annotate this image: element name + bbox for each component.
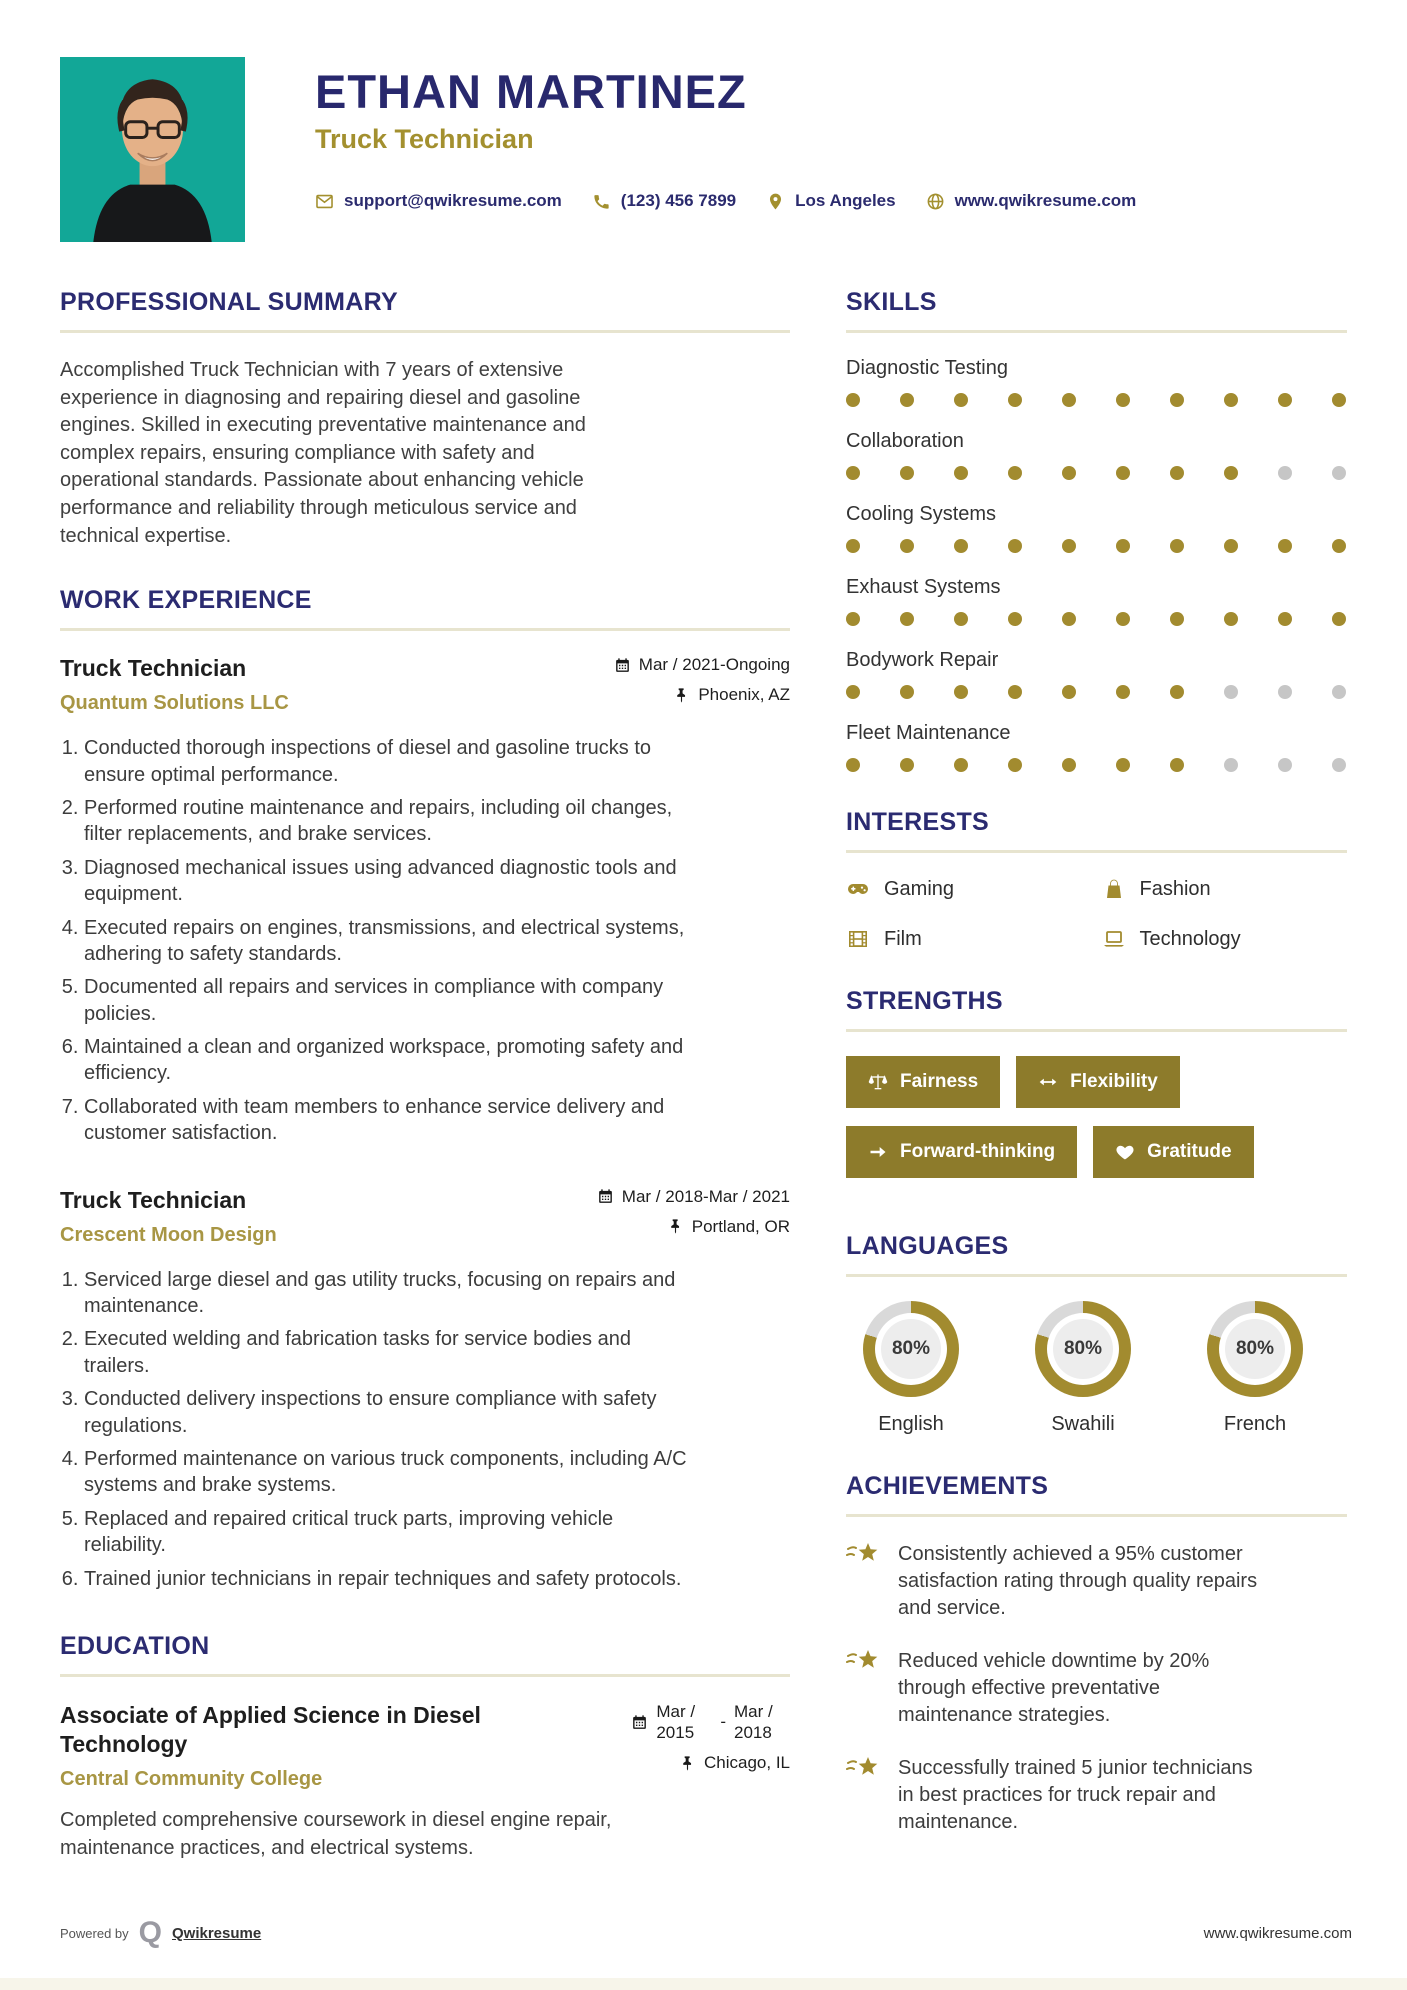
portrait-illustration bbox=[60, 57, 245, 242]
achievement-item bbox=[846, 1755, 1347, 1836]
calendar-icon bbox=[597, 1188, 614, 1205]
footer bbox=[60, 1918, 1352, 1948]
languages-row bbox=[846, 1301, 1347, 1436]
skill-dot bbox=[1278, 758, 1292, 772]
section-heading: STRENGTHS bbox=[846, 987, 1003, 1015]
language-percent: 80% bbox=[881, 1319, 941, 1379]
section-rule bbox=[60, 1674, 790, 1677]
skill-dot bbox=[1278, 685, 1292, 699]
section-heading: INTERESTS bbox=[846, 808, 989, 836]
skill-rating bbox=[846, 539, 1346, 553]
language-name: French bbox=[1223, 1413, 1287, 1435]
skill-dot bbox=[1170, 393, 1184, 407]
strength-label: Fairness bbox=[900, 1071, 979, 1092]
education-school: Central Community College bbox=[60, 1768, 323, 1791]
pushpin-icon bbox=[673, 687, 690, 704]
job-title: Truck Technician bbox=[60, 655, 247, 682]
education-meta bbox=[631, 1701, 790, 1784]
arrows-icon bbox=[1038, 1072, 1058, 1092]
interest-item bbox=[1102, 927, 1348, 951]
skill-dot bbox=[900, 612, 914, 626]
skill-name: Fleet Maintenance bbox=[846, 722, 1011, 744]
section-heading: WORK EXPERIENCE bbox=[60, 586, 312, 615]
contact-row bbox=[315, 191, 1136, 211]
person-title: Truck Technician bbox=[315, 124, 534, 155]
section-languages bbox=[846, 1232, 1347, 1436]
skill-dot bbox=[1062, 466, 1076, 480]
job-bullet: 3. Diagnosed mechanical issues using advanced diagnostic tools and equipment. bbox=[84, 855, 699, 908]
laptop-icon bbox=[1102, 927, 1126, 951]
arrow-right-icon bbox=[868, 1142, 888, 1162]
skill-dot bbox=[1008, 393, 1022, 407]
section-rule bbox=[846, 850, 1347, 853]
skill-dot bbox=[1278, 539, 1292, 553]
job-bullet: 2. Executed welding and fabrication tasks for service bodies and trailers. bbox=[84, 1326, 699, 1379]
skill-dot bbox=[1170, 612, 1184, 626]
interests-grid bbox=[846, 877, 1347, 951]
interest-item bbox=[1102, 877, 1348, 901]
section-heading: ACHIEVEMENTS bbox=[846, 1472, 1049, 1500]
skill-dot bbox=[1116, 393, 1130, 407]
skill-dot bbox=[1224, 685, 1238, 699]
skill-dot bbox=[846, 393, 860, 407]
language-name: Swahili bbox=[1051, 1413, 1115, 1435]
shooting-star-icon bbox=[846, 1541, 882, 1571]
education-date-end: Mar / 2018 bbox=[734, 1701, 773, 1743]
skill-dot bbox=[846, 466, 860, 480]
skill-dot bbox=[900, 758, 914, 772]
profile-photo bbox=[60, 57, 245, 242]
header-info bbox=[315, 57, 1136, 211]
section-education bbox=[60, 1632, 790, 1863]
skill-dot bbox=[1062, 758, 1076, 772]
donut-hole bbox=[1219, 1313, 1291, 1385]
job-bullet: 1. Serviced large diesel and gas utility trucks, focusing on repairs and maintenance. bbox=[84, 1267, 699, 1320]
education-date-separator: - bbox=[720, 1712, 726, 1732]
skill-dot bbox=[1332, 393, 1346, 407]
achievement-text: Reduced vehicle downtime by 20% through effective preventative maintenance strategies. bbox=[898, 1650, 1210, 1726]
skill-dot bbox=[1062, 612, 1076, 626]
degree-title: Associate of Applied Science in Diesel Technology bbox=[60, 1701, 481, 1757]
qwikresume-link[interactable]: Qwikresume bbox=[172, 1924, 262, 1942]
skill-dot bbox=[1332, 612, 1346, 626]
strength-badge bbox=[846, 1056, 1000, 1108]
skill-dot bbox=[1008, 612, 1022, 626]
language-donut bbox=[1207, 1301, 1303, 1397]
section-rule bbox=[846, 1274, 1347, 1277]
section-professional-summary bbox=[60, 288, 790, 550]
section-rule bbox=[60, 628, 790, 631]
skill-name: Bodywork Repair bbox=[846, 649, 999, 671]
skill-rating bbox=[846, 612, 1346, 626]
strength-badge bbox=[1093, 1126, 1253, 1178]
language-item bbox=[846, 1301, 976, 1436]
footer-branding bbox=[60, 1918, 261, 1948]
language-name: English bbox=[878, 1413, 944, 1435]
skill-name: Cooling Systems bbox=[846, 503, 997, 525]
skill-dot bbox=[1224, 539, 1238, 553]
skill-dot bbox=[1332, 539, 1346, 553]
job-company: Crescent Moon Design bbox=[60, 1223, 277, 1246]
skill-dot bbox=[1332, 685, 1346, 699]
mail-icon bbox=[315, 192, 334, 211]
skill-dot bbox=[846, 539, 860, 553]
job-bullet: 4. Executed repairs on engines, transmissions, and electrical systems, adhering to safety standards. bbox=[84, 915, 699, 968]
section-interests bbox=[846, 808, 1347, 951]
job-location: Portland, OR bbox=[597, 1217, 790, 1237]
skill-row bbox=[846, 649, 1347, 699]
skill-dot bbox=[846, 685, 860, 699]
section-heading: SKILLS bbox=[846, 288, 937, 316]
skill-dot bbox=[1062, 393, 1076, 407]
job-bullets bbox=[60, 1267, 699, 1592]
powered-by-label: Powered by bbox=[60, 1925, 129, 1941]
section-rule bbox=[846, 1029, 1347, 1032]
skill-rating bbox=[846, 466, 1346, 480]
skill-dot bbox=[954, 612, 968, 626]
section-heading: PROFESSIONAL SUMMARY bbox=[60, 288, 398, 316]
main-columns bbox=[0, 288, 1407, 1899]
skill-dot bbox=[1332, 466, 1346, 480]
job-title-block bbox=[60, 1187, 277, 1247]
job-bullet: 2. Performed routine maintenance and repairs, including oil changes, filter replacements, and brake services. bbox=[84, 795, 699, 848]
contact-phone: (123) 456 7899 bbox=[592, 191, 736, 211]
location-pin-icon bbox=[766, 192, 785, 211]
education-description: Completed comprehensive coursework in diesel engine repair, maintenance practices, and electrical systems. bbox=[60, 1809, 612, 1860]
skill-dot bbox=[1008, 685, 1022, 699]
section-skills bbox=[846, 288, 1347, 772]
skill-dot bbox=[1116, 612, 1130, 626]
skill-row bbox=[846, 357, 1347, 407]
job-entry bbox=[60, 655, 790, 1146]
skill-dot bbox=[1116, 466, 1130, 480]
globe-icon bbox=[926, 192, 945, 211]
interest-label: Gaming bbox=[884, 877, 955, 900]
achievement-text: Successfully trained 5 junior technicians in best practices for truck repair and maintenance. bbox=[898, 1757, 1253, 1833]
education-location: Chicago, IL bbox=[631, 1753, 790, 1773]
skill-dot bbox=[1008, 758, 1022, 772]
job-bullet: 4. Performed maintenance on various truck components, including A/C systems and brake systems. bbox=[84, 1446, 699, 1499]
job-location: Phoenix, AZ bbox=[614, 685, 790, 705]
bottom-accent-strip bbox=[0, 1978, 1407, 1990]
job-title: Truck Technician bbox=[60, 1186, 247, 1213]
skill-dot bbox=[846, 612, 860, 626]
job-bullet: 5. Documented all repairs and services in compliance with company policies. bbox=[84, 974, 699, 1027]
language-donut bbox=[863, 1301, 959, 1397]
section-rule bbox=[846, 330, 1347, 333]
skill-dot bbox=[1224, 466, 1238, 480]
skill-dot bbox=[954, 685, 968, 699]
skill-name: Collaboration bbox=[846, 430, 964, 452]
skill-dot bbox=[1008, 539, 1022, 553]
bag-icon bbox=[1102, 877, 1126, 901]
skill-row bbox=[846, 503, 1347, 553]
skill-row bbox=[846, 722, 1347, 772]
right-column bbox=[846, 288, 1347, 1899]
job-entry bbox=[60, 1187, 790, 1592]
strength-badges bbox=[846, 1056, 1347, 1196]
contact-location: Los Angeles bbox=[766, 191, 895, 211]
interest-item bbox=[846, 927, 1092, 951]
donut-hole bbox=[1047, 1313, 1119, 1385]
skill-name: Diagnostic Testing bbox=[846, 357, 1008, 379]
skill-dot bbox=[1116, 539, 1130, 553]
skill-dot bbox=[1062, 539, 1076, 553]
language-percent: 80% bbox=[1053, 1319, 1113, 1379]
job-bullet: 1. Conducted thorough inspections of diesel and gasoline trucks to ensure optimal performance. bbox=[84, 735, 699, 788]
heart-icon bbox=[1115, 1142, 1135, 1162]
skill-dot bbox=[1170, 539, 1184, 553]
education-date-start: Mar / 2015 bbox=[656, 1701, 696, 1743]
job-bullet: 6. Maintained a clean and organized workspace, promoting safety and efficiency. bbox=[84, 1034, 699, 1087]
skill-name: Exhaust Systems bbox=[846, 576, 1001, 598]
strength-label: Forward-thinking bbox=[900, 1141, 1056, 1162]
section-achievements bbox=[846, 1472, 1347, 1836]
achievement-item bbox=[846, 1541, 1347, 1622]
job-title-block bbox=[60, 655, 289, 715]
job-bullet: 6. Trained junior technicians in repair techniques and safety protocols. bbox=[84, 1566, 699, 1592]
education-date bbox=[631, 1701, 790, 1744]
skill-row bbox=[846, 430, 1347, 480]
skill-rating bbox=[846, 758, 1346, 772]
job-meta bbox=[597, 1187, 790, 1247]
section-work-experience bbox=[60, 586, 790, 1592]
shooting-star-icon bbox=[846, 1755, 882, 1785]
education-header bbox=[60, 1701, 790, 1792]
skill-rating bbox=[846, 393, 1346, 407]
donut-hole bbox=[875, 1313, 947, 1385]
calendar-icon bbox=[614, 657, 631, 674]
scale-icon bbox=[868, 1072, 888, 1092]
job-company: Quantum Solutions LLC bbox=[60, 692, 289, 715]
section-rule bbox=[846, 1514, 1347, 1517]
skill-dot bbox=[1062, 685, 1076, 699]
language-percent: 80% bbox=[1225, 1319, 1285, 1379]
shooting-star-icon bbox=[846, 1648, 882, 1678]
strength-badge bbox=[846, 1126, 1077, 1178]
contact-website[interactable]: www.qwikresume.com bbox=[926, 191, 1137, 211]
job-bullet: 5. Replaced and repaired critical truck parts, improving vehicle reliability. bbox=[84, 1506, 699, 1559]
skill-dot bbox=[846, 758, 860, 772]
pushpin-icon bbox=[679, 1755, 696, 1772]
skill-dot bbox=[900, 539, 914, 553]
section-heading: LANGUAGES bbox=[846, 1232, 1009, 1260]
interest-label: Film bbox=[884, 927, 922, 950]
calendar-icon bbox=[631, 1714, 648, 1731]
section-heading: EDUCATION bbox=[60, 1631, 210, 1660]
skill-dot bbox=[1170, 685, 1184, 699]
job-meta bbox=[614, 655, 790, 715]
skill-dot bbox=[954, 393, 968, 407]
strength-badge bbox=[1016, 1056, 1180, 1108]
job-bullet: 7. Collaborated with team members to enhance service delivery and customer satisfaction. bbox=[84, 1094, 699, 1147]
interest-item bbox=[846, 877, 1092, 901]
achievement-item bbox=[846, 1648, 1347, 1729]
summary-text: Accomplished Truck Technician with 7 years of extensive experience in diagnosing and repairing diesel and gasoline engines. Skilled in executing preventative maintenance and complex repairs, ensuring compliance with safety and operational standards. Passionate about enhancing vehicle performance and reliability through meticulous service and technical expertise. bbox=[60, 359, 586, 547]
language-item bbox=[1018, 1301, 1148, 1436]
skill-dot bbox=[1224, 393, 1238, 407]
achievement-text: Consistently achieved a 95% customer satisfaction rating through quality repairs and service. bbox=[898, 1543, 1258, 1619]
skill-dot bbox=[1008, 466, 1022, 480]
qwikresume-logo: Q bbox=[138, 1916, 162, 1949]
education-title-block bbox=[60, 1701, 520, 1792]
skill-dot bbox=[900, 393, 914, 407]
job-date: Mar / 2021-Ongoing bbox=[614, 655, 790, 675]
language-item bbox=[1190, 1301, 1320, 1436]
skill-dot bbox=[1278, 466, 1292, 480]
skill-dot bbox=[1170, 466, 1184, 480]
job-date: Mar / 2018-Mar / 2021 bbox=[597, 1187, 790, 1207]
skill-dot bbox=[1116, 758, 1130, 772]
contact-email[interactable]: support@qwikresume.com bbox=[315, 191, 562, 211]
job-bullets bbox=[60, 735, 699, 1146]
strength-label: Gratitude bbox=[1147, 1141, 1232, 1162]
job-bullet: 3. Conducted delivery inspections to ensure compliance with safety regulations. bbox=[84, 1386, 699, 1439]
left-column bbox=[60, 288, 790, 1899]
skill-rating bbox=[846, 685, 1346, 699]
person-name: ETHAN MARTINEZ bbox=[315, 65, 747, 118]
skill-dot bbox=[954, 758, 968, 772]
skill-dot bbox=[900, 685, 914, 699]
footer-website[interactable]: www.qwikresume.com bbox=[1203, 1924, 1352, 1942]
skill-dot bbox=[1332, 758, 1346, 772]
skill-dot bbox=[1170, 758, 1184, 772]
strength-label: Flexibility bbox=[1070, 1071, 1158, 1092]
section-rule bbox=[60, 330, 790, 333]
language-donut bbox=[1035, 1301, 1131, 1397]
skill-row bbox=[846, 576, 1347, 626]
skill-dot bbox=[1278, 393, 1292, 407]
skill-dot bbox=[1224, 612, 1238, 626]
skill-dot bbox=[1224, 758, 1238, 772]
film-icon bbox=[846, 927, 870, 951]
job-header bbox=[60, 1187, 790, 1247]
skill-dot bbox=[1116, 685, 1130, 699]
interest-label: Technology bbox=[1139, 927, 1241, 950]
header bbox=[0, 0, 1407, 242]
skill-dot bbox=[900, 466, 914, 480]
skill-dot bbox=[954, 466, 968, 480]
phone-icon bbox=[592, 192, 611, 211]
skill-dot bbox=[954, 539, 968, 553]
job-header bbox=[60, 655, 790, 715]
interest-label: Fashion bbox=[1139, 877, 1211, 900]
skill-dot bbox=[1278, 612, 1292, 626]
gamepad-icon bbox=[846, 877, 870, 901]
pushpin-icon bbox=[667, 1218, 684, 1235]
section-strengths bbox=[846, 987, 1347, 1196]
